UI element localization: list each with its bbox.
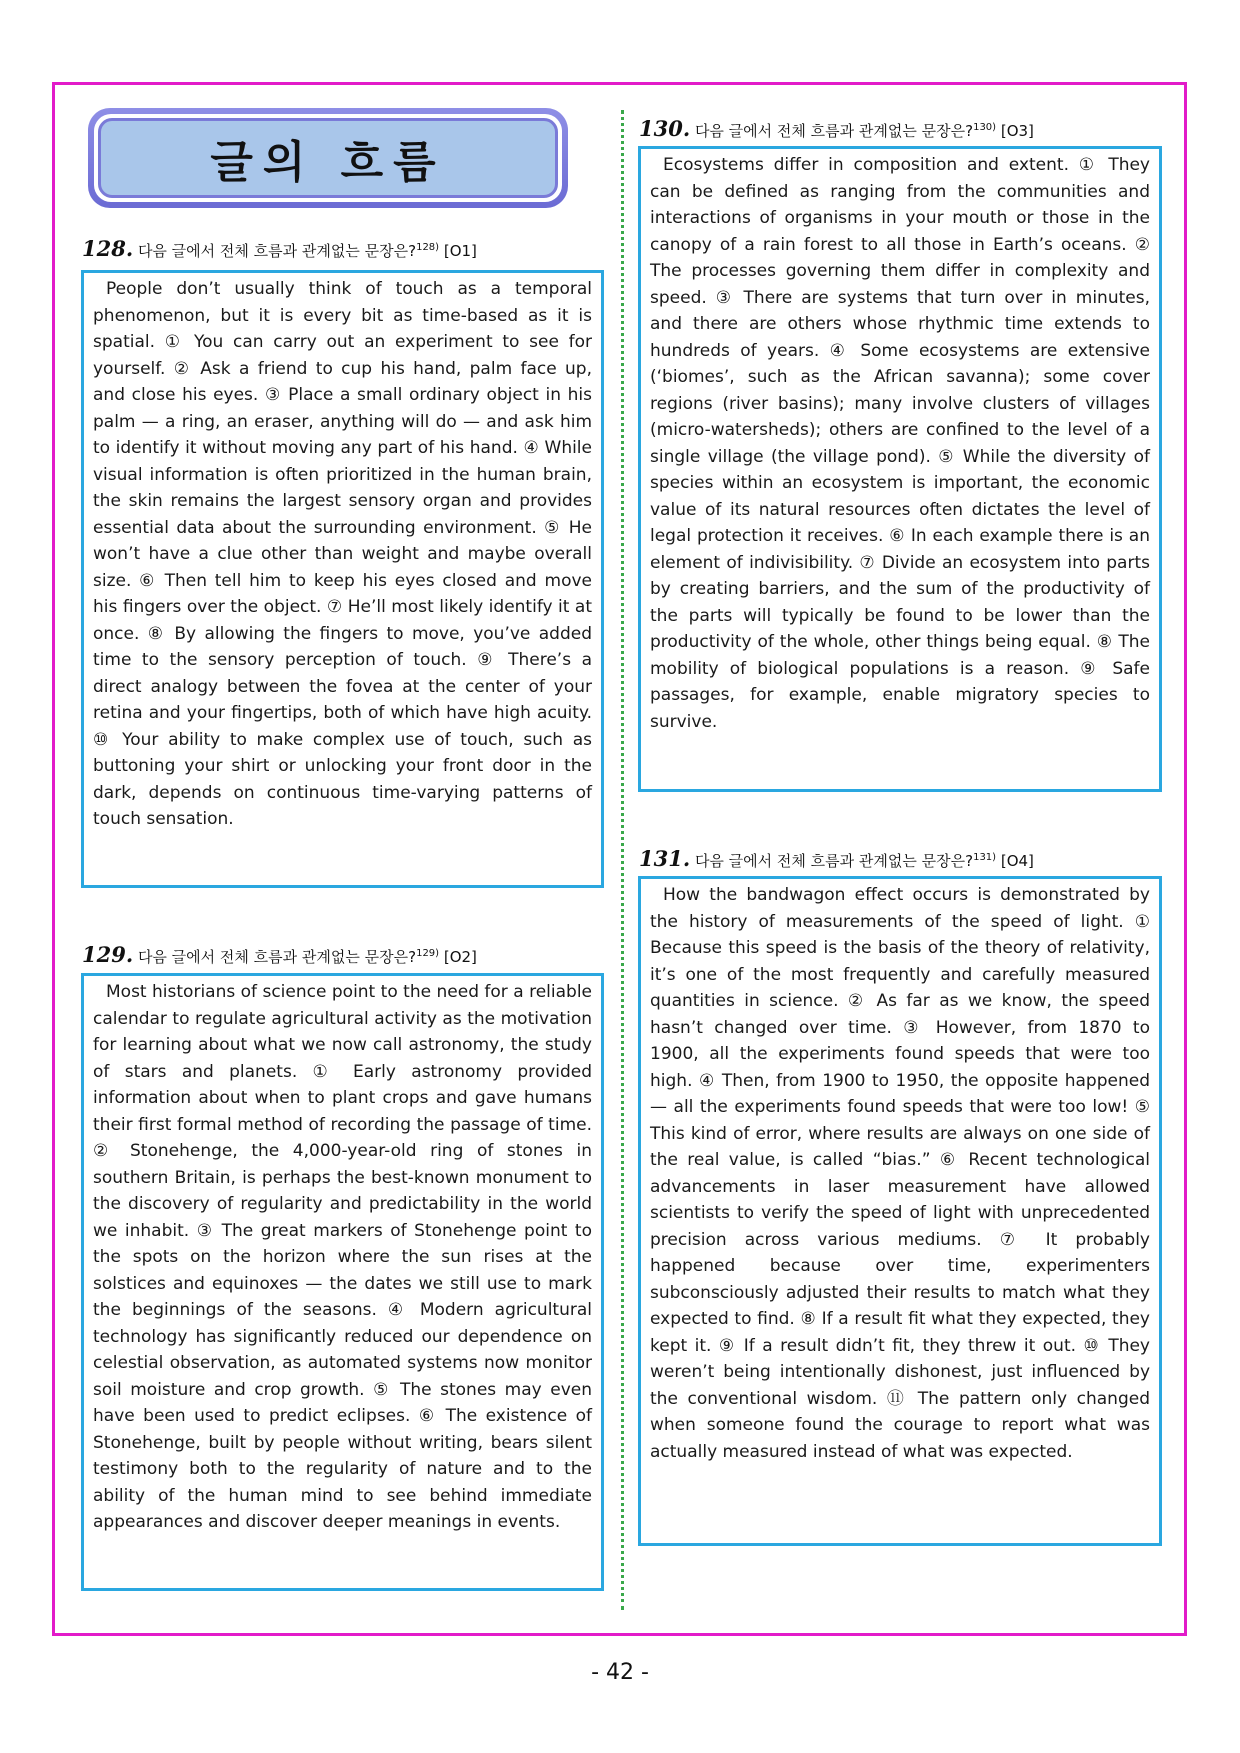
passage-128: People don’t usually think of touch as a temporal phenomenon, but it is every bit as time-based as it is spatial. ① You can carry out an experiment to see for yourself. ② Ask a friend to cup his hand, palm face up, and close his eyes. ③ Place a small ordinary object in his palm — a ring, an eraser, anything will do — and ask him to identify it without moving any part of his hand. ④ While visual information is often prioritized in the human brain, the skin remains the largest sensory organ and provides essential data about the surrounding environment. ⑤ He won’t have a clue other than weight and maybe overall size. ⑥ Then tell him to keep his eyes closed and move his fingers over the object. ⑦ He’ll most likely identify it at once. ⑧ By allowing the fingers to move, you’ve added time to the sensory perception of touch. ⑨ There’s a direct analogy between the fovea at the center of your retina and your fingertips, both of which have high acuity. ⑩ Your ability to make complex use of touch, such as buttoning your shirt or unlocking your front door in the dark, depends on continuous time-varying patterns of touch sensation. [81,270,604,888]
section-title-banner [88,108,568,208]
question-header-131 [639,846,1034,871]
question-prompt: 다음 글에서 전체 흐름과 관계없는 문장은? [694,122,974,140]
question-code: [O3] [1000,122,1034,140]
question-number: 129. [82,942,134,967]
passage-129: Most historians of science point to the need for a reliable calendar to regulate agricultural activity as the motivation for learning about what we now call astronomy, the study of stars and planets. ① Early astronomy provided information about when to plant crops and gave humans their first formal method of recording the passage of time. ② Stonehenge, the 4,000-year-old ring of stones in southern Britain, is perhaps the best-known monument to the discovery of regularity and predictability in the world we inhabit. ③ The great markers of Stonehenge point to the spots on the horizon where the sun rises at the solstices and equinoxes — the dates we still use to mark the beginnings of the seasons. ④ Modern agricultural technology has significantly reduced our dependence on celestial observation, as automated systems now monitor soil moisture and crop growth. ⑤ The stones may even have been used to predict eclipses. ⑥ The existence of Stonehenge, built by people without writing, bears silent testimony both to the regularity of nature and to the ability of the human mind to see behind immediate appearances and discover deeper meanings in events. [81,973,604,1591]
question-prompt: 다음 글에서 전체 흐름과 관계없는 문장은? [694,852,974,870]
question-code: [O4] [1000,852,1034,870]
question-prompt: 다음 글에서 전체 흐름과 관계없는 문장은? [137,242,417,260]
question-number: 131. [639,846,691,871]
question-code: [O2] [443,948,477,966]
question-header-129 [82,942,477,967]
section-title: 글의 흐름 [210,137,446,188]
footnote-ref: 131) [973,852,997,863]
question-number: 130. [639,116,691,141]
passage-130: Ecosystems differ in composition and extent. ① They can be defined as ranging from the communities and interactions of organisms in your mouth or those in the canopy of a rain forest to all those in Earth’s oceans. ② The processes governing them differ in complexity and speed. ③ There are systems that turn over in minutes, and there are others whose rhythmic time extends to hundreds of years. ④ Some ecosystems are extensive (‘biomes’, such as the African savanna); some cover regions (river basins); many involve clusters of villages (micro-watersheds); others are confined to the level of a single village (the village pond). ⑤ While the diversity of species within an ecosystem is important, the economic value of its natural resources often dictates the level of legal protection it receives. ⑥ In each example there is an element of indivisibility. ⑦ Divide an ecosystem into parts by creating barriers, and the sum of the productivity of the parts will typically be found to be lower than the productivity of the whole, other things being equal. ⑧ The mobility of biological populations is a reason. ⑨ Safe passages, for example, enable migratory species to survive. [638,146,1162,792]
footnote-ref: 129) [416,948,440,959]
question-prompt: 다음 글에서 전체 흐름과 관계없는 문장은? [137,948,417,966]
column-divider [621,110,624,1610]
question-number: 128. [82,236,134,261]
question-header-130 [639,116,1034,141]
page-number: - 42 - [591,1660,649,1685]
passage-131: How the bandwagon effect occurs is demonstrated by the history of measurements of the speed of light. ① Because this speed is the basis of the theory of relativity, it’s one of the most frequently and carefully measured quantities in science. ② As far as we know, the speed hasn’t changed over time. ③ However, from 1870 to 1900, all the experiments found speeds that were too high. ④ Then, from 1900 to 1950, the opposite happened — all the experiments found speeds that were too low! ⑤ This kind of error, where results are always on one side of the real value, is called “bias.” ⑥ Recent technological advancements in laser measurement have allowed scientists to verify the speed of light with unprecedented precision across various mediums. ⑦ It probably happened because over time, experimenters subconsciously adjusted their results to match what they expected to find. ⑧ If a result fit what they expected, they kept it. ⑨ If a result didn’t fit, they threw it out. ⑩ They weren’t being intentionally dishonest, just influenced by the conventional wisdom. ⑪ The pattern only changed when someone found the courage to report what was actually measured instead of what was expected. [638,876,1162,1546]
footnote-ref: 130) [973,122,997,133]
question-header-128 [82,236,477,261]
footnote-ref: 128) [416,242,440,253]
question-code: [O1] [443,242,477,260]
